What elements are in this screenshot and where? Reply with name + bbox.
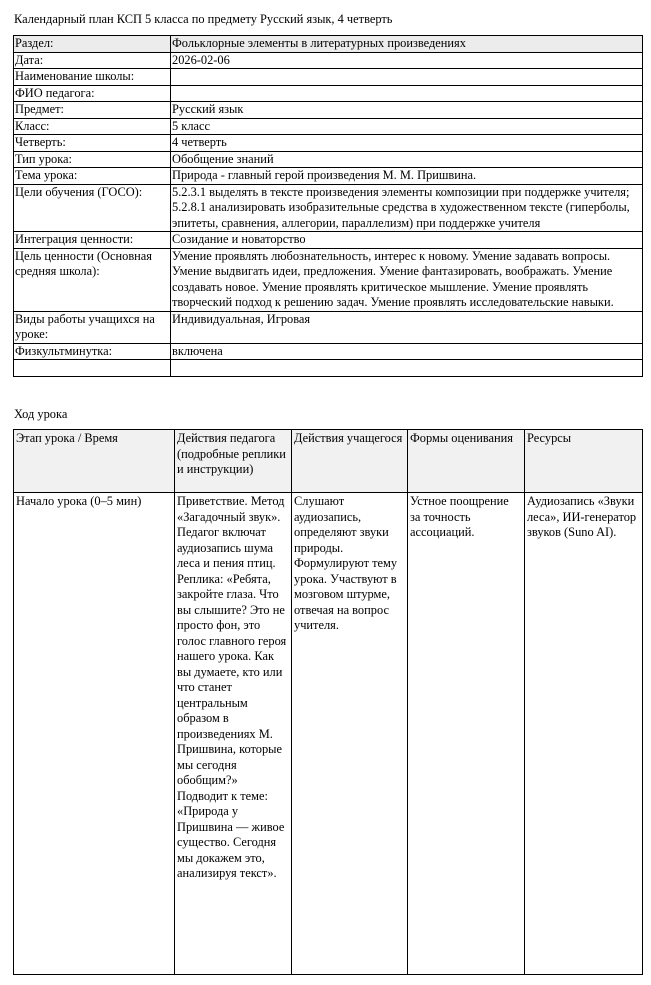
info-row [14, 151, 643, 168]
lesson-progress-table [13, 429, 643, 975]
info-row [14, 360, 643, 377]
info-label: Интеграция ценности: [14, 232, 171, 249]
info-label: Раздел: [14, 36, 171, 53]
progress-header-cell: Действия педагога (подробные реплики и инструкции) [175, 430, 292, 493]
lesson-progress-body [14, 430, 643, 975]
info-label: Цель ценности (Основная средняя школа): [14, 248, 171, 311]
progress-header-row [14, 430, 643, 493]
info-row [14, 343, 643, 360]
info-value: Созидание и новаторство [171, 232, 643, 249]
info-row [14, 69, 643, 86]
info-label: Дата: [14, 52, 171, 69]
info-value: включена [171, 343, 643, 360]
info-value [171, 85, 643, 102]
info-label: Цели обучения (ГОСО): [14, 184, 171, 232]
progress-cell: Устное поощрение за точность ассоциаций. [408, 493, 525, 975]
info-row [14, 311, 643, 343]
info-row [14, 135, 643, 152]
info-row [14, 248, 643, 311]
progress-header-cell: Действия учащегося [292, 430, 408, 493]
info-label: Предмет: [14, 102, 171, 119]
progress-header-cell: Формы оценивания [408, 430, 525, 493]
progress-cell: Начало урока (0–5 мин) [14, 493, 175, 975]
info-label: Физкультминутка: [14, 343, 171, 360]
info-label: Наименование школы: [14, 69, 171, 86]
info-row [14, 184, 643, 232]
info-label [14, 360, 171, 377]
section-title: Ход урока [14, 407, 68, 421]
info-value [171, 69, 643, 86]
info-row [14, 118, 643, 135]
progress-cell: Аудиозапись «Звуки леса», ИИ-генератор звуков (Suno AI). [525, 493, 643, 975]
progress-header-cell: Этап урока / Время [14, 430, 175, 493]
info-value: Обобщение знаний [171, 151, 643, 168]
info-label: Виды работы учащихся на уроке: [14, 311, 171, 343]
info-row [14, 232, 643, 249]
progress-row [14, 493, 643, 975]
info-value [171, 360, 643, 377]
progress-cell: Приветствие. Метод «Загадочный звук». Педагог включат аудиозапись шума леса и пения птиц. Реплика: «Ребята, закройте глаза. Что вы слышите? Это не просто фон, это голос главного героя нашего урока. Как вы думаете, кто или что станет центральным образом в произведениях М. Пришвина, которые мы сегодня обобщим?» Подводит к теме: «Природа у Пришвина — живое существо. Сегодня мы докажем это, анализируя текст». [175, 493, 292, 975]
info-row [14, 102, 643, 119]
progress-header-cell: Ресурсы [525, 430, 643, 493]
info-label: ФИО педагога: [14, 85, 171, 102]
info-value: Природа - главный герой произведения М. М. Пришвина. [171, 168, 643, 185]
info-value: Индивидуальная, Игровая [171, 311, 643, 343]
document-title: Календарный план КСП 5 класса по предмету Русский язык, 4 четверть [14, 12, 393, 26]
progress-cell: Слушают аудиозапись, определяют звуки природы. Формулируют тему урока. Участвуют в мозговом штурме, отвечая на вопрос учителя. [292, 493, 408, 975]
info-row [14, 36, 643, 53]
info-row [14, 52, 643, 69]
lesson-info-table [13, 35, 643, 377]
info-label: Тип урока: [14, 151, 171, 168]
info-value: Умение проявлять любознательность, интерес к новому. Умение задавать вопросы. Умение выдвигать идеи, предложения. Умение фантазировать, воображать. Умение создавать новое. Умение проявлять критическое мышление. Умение проявлять творческий подход к решению задач. Умение проявлять исследовательские навыки. [171, 248, 643, 311]
info-value: Фольклорные элементы в литературных произведениях [171, 36, 643, 53]
lesson-info-body [14, 36, 643, 377]
info-value: Русский язык [171, 102, 643, 119]
info-value: 5 класс [171, 118, 643, 135]
info-label: Класс: [14, 118, 171, 135]
info-label: Тема урока: [14, 168, 171, 185]
info-value: 4 четверть [171, 135, 643, 152]
info-label: Четверть: [14, 135, 171, 152]
info-row [14, 168, 643, 185]
info-value: 2026-02-06 [171, 52, 643, 69]
info-row [14, 85, 643, 102]
info-value: 5.2.3.1 выделять в тексте произведения элементы композиции при поддержке учителя; 5.2.8.1 анализировать изобразительные средства в художественном тексте (гиперболы, эпитеты, сравнения, аллегории, параллелизм) при поддержке учителя [171, 184, 643, 232]
